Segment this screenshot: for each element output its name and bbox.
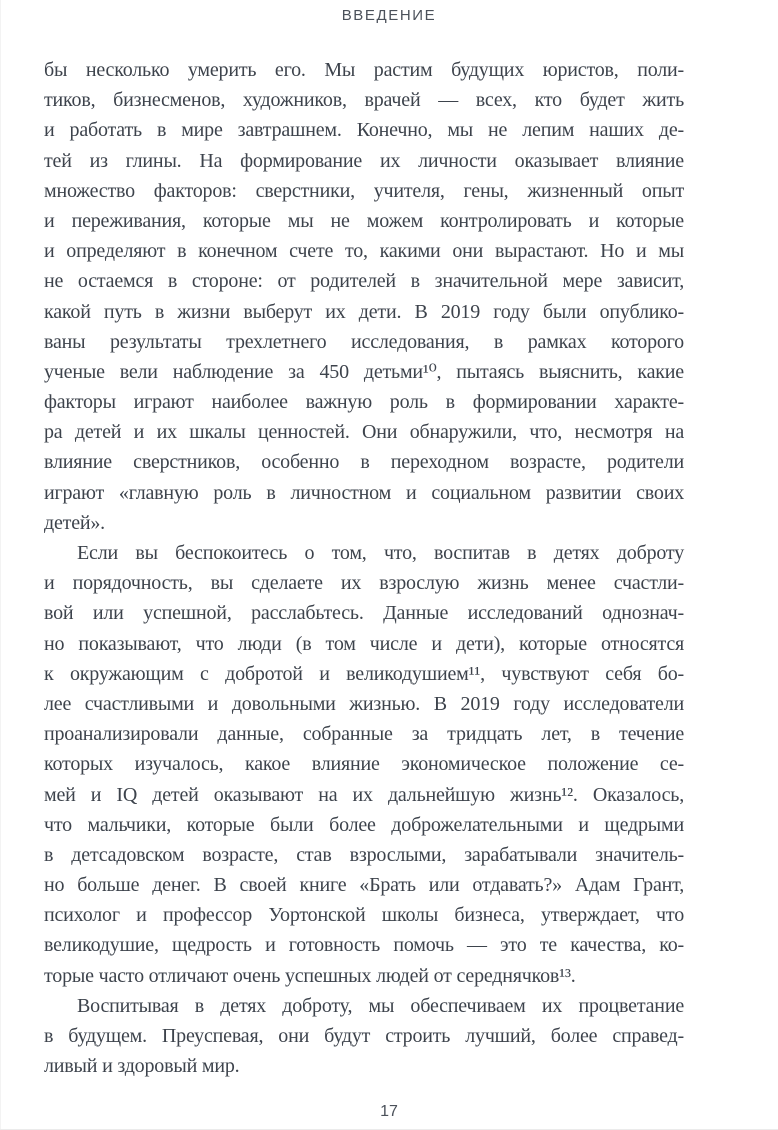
text-line: мей и IQ детей оказывают на их дальнейшую жизнь¹². Оказалось, (44, 783, 684, 806)
text-line: но больше денег. В своей книге «Брать или отдавать?» Адам Грант, (44, 874, 684, 897)
text-line: великодушие, щедрость и готовность помочь — это те качества, ко- (44, 934, 684, 957)
text-line: лее счастливыми и довольными жизнью. В 2019 году исследователи (44, 692, 684, 715)
text-line: проанализировали данные, собранные за тридцать лет, в течение (44, 723, 684, 746)
text-line: вой или успешной, расслабьтесь. Данные исследований однознач- (44, 602, 684, 625)
text-line: которых изучалось, какое влияние экономическое положение се- (44, 753, 684, 776)
text-line: детей». (44, 511, 105, 534)
text-block (44, 55, 684, 1081)
text-line: играют «главную роль в личностном и социальном развитии своих (44, 481, 684, 504)
text-line: тей из глины. На формирование их личности оказывает влияние (44, 149, 684, 172)
text-line: торые часто отличают очень успешных людей от середнячков¹³. (44, 964, 576, 987)
text-line: психолог и профессор Уортонской школы бизнеса, утверждает, что (44, 904, 684, 927)
page-number: 17 (380, 1103, 398, 1120)
text-line: к окружающим с добротой и великодушием¹¹, чувствуют себя бо- (44, 662, 684, 685)
text-line: тиков, бизнесменов, художников, врачей — всех, кто будет жить (44, 89, 684, 112)
text-line: бы несколько умерить его. Мы растим будущих юристов, поли- (44, 59, 684, 81)
text-line: ливый и здоровый мир. (44, 1055, 240, 1078)
text-line: ра детей и их шкалы ценностей. Они обнаружили, что, несмотря на (44, 421, 684, 444)
text-line: факторы играют наиболее важную роль в формировании характе- (44, 391, 684, 414)
text-line: в детсадовском возрасте, став взрослыми, зарабатывали значитель- (44, 843, 684, 866)
text-line: множество факторов: сверстники, учителя, гены, жизненный опыт (44, 179, 684, 202)
text-line: и порядочность, вы сделаете их взрослую жизнь менее счастли- (44, 572, 684, 595)
text-line: Если вы беспокоитесь о том, что, воспитав в детях доброту (77, 542, 684, 564)
text-line: не остаемся в стороне: от родителей в значительной мере зависит, (44, 270, 684, 293)
text-line: и работать в мире завтрашнем. Конечно, мы не лепим наших де- (44, 119, 684, 142)
text-line: и определяют в конечном счете то, какими они вырастают. Но и мы (44, 240, 684, 263)
running-head: ВВЕДЕНИЕ (341, 7, 437, 24)
text-line: но показывают, что люди (в том числе и дети), которые относятся (44, 632, 684, 655)
text-line: ученые вели наблюдение за 450 детьми¹⁰, пытаясь выяснить, какие (44, 360, 684, 383)
text-line: что мальчики, которые были более доброжелательными и щедрыми (44, 813, 684, 836)
text-line: влияние сверстников, особенно в переходном возрасте, родители (44, 451, 684, 474)
text-line: и переживания, которые мы не можем контролировать и которые (44, 209, 684, 232)
text-line: в будущем. Преуспевая, они будут строить лучший, более справед- (44, 1025, 684, 1047)
text-line: ваны результаты трехлетнего исследования, в рамках которого (44, 330, 684, 353)
text-line: Воспитывая в детях доброту, мы обеспечиваем их процветание (77, 994, 684, 1017)
text-line: какой путь в жизни выберут их дети. В 2019 году были опублико- (44, 300, 684, 323)
